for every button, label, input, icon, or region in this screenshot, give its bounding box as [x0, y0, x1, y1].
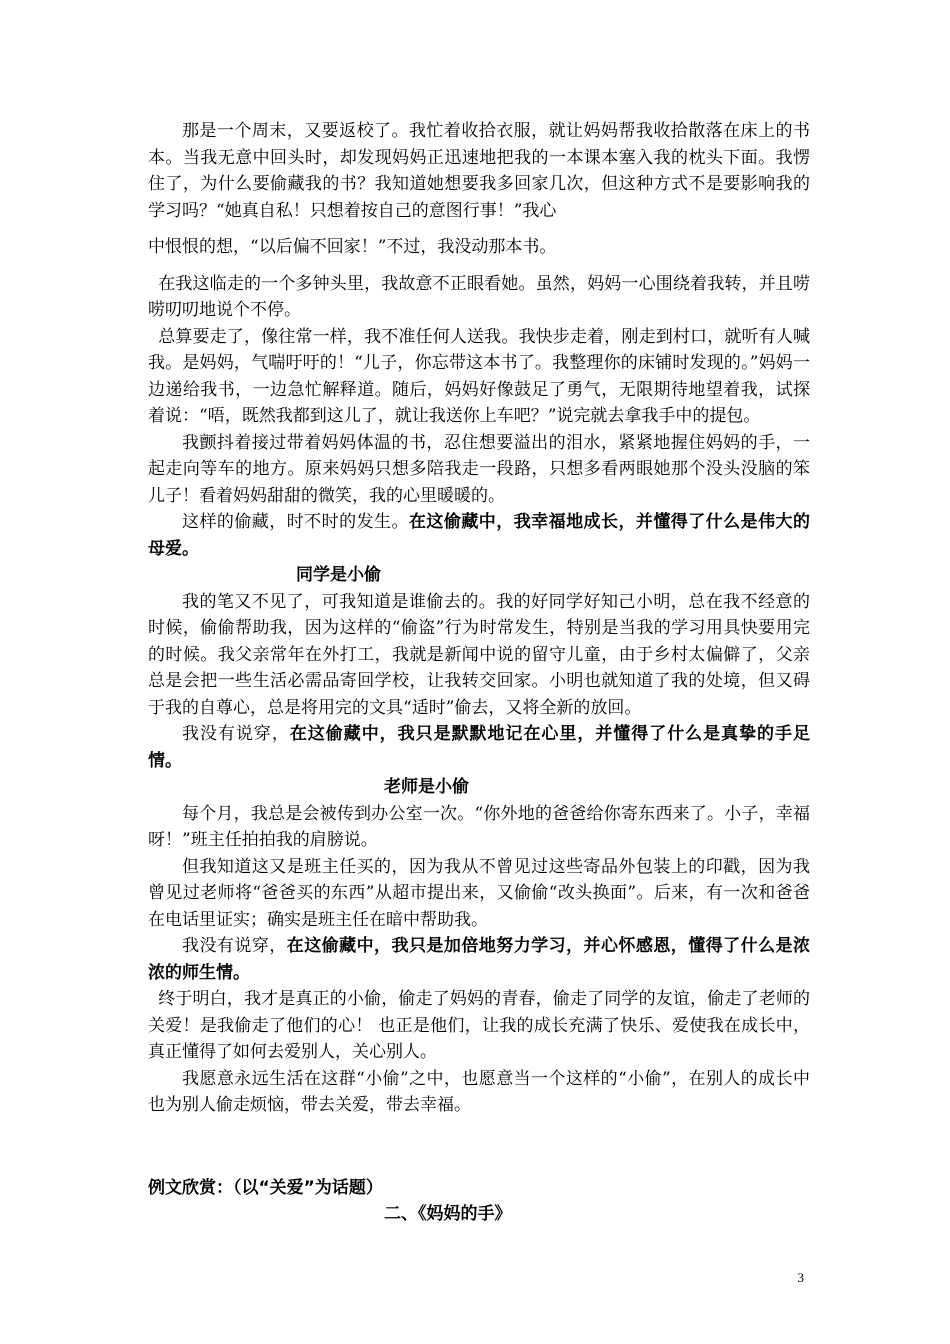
paragraph-willing: 我愿意永远生活在这群“小偷”之中，也愿意当一个这样的“小偷”，在别人的成长中也为别人偷走烦恼，带去关爱，带去幸福。 [148, 1068, 810, 1115]
example-label: 例文欣赏：（以“关爱”为话题） [148, 1177, 383, 1198]
paragraph-return-to-school-continued: 中恨恨的想，“以后偏不回家！”不过，我没动那本书。 [148, 237, 557, 257]
paragraph-leaving: 总算要走了，像往常一样，我不准任何人送我。我快步走着，刚走到村口，就听有人喊我。是妈妈，气喘吁吁的！“儿子，你忘带这本书了。我整理你的床铺时发现的。”妈妈一边递给我书，一边急忙解释道。随后，妈妈好像鼓足了勇气，无限期待地望着我，试探着说：“唔，既然我都到这儿了，就让我送你上车吧？”说完就去拿我手中的提包。 [148, 326, 810, 426]
paragraph-bold-conclusion: 在这偷藏中，我幸福地成长，并懂得了什么是伟大的母爱。 [148, 512, 811, 559]
page-number: 3 [797, 1270, 804, 1285]
paragraph-office: 每个月，我总是会被传到办公室一次。“你外地的爸爸给你寄东西来了。小子，幸福呀！”班主任拍拍我的肩膀说。 [148, 803, 810, 850]
paragraph-return-to-school: 那是一个周末，又要返校了。我忙着收拾衣服，就让妈妈帮我收拾散落在床上的书本。当我无意中回头时，却发现妈妈正迅速地把我的一本课本塞入我的枕头下面。我愣住了，为什么要偷藏我的书？我知道她想要我多回家几次，但这种方式不是要影响我的学习吗？“她真自私！只想着按自己的意图行事！”我心 [148, 121, 810, 221]
section-heading-classmate: 同学是小偷 [296, 565, 381, 585]
paragraph-mother-love [148, 509, 810, 562]
paragraph-bold-conclusion: 在这偷藏中，我只是默默地记在心里，并懂得了什么是真挚的手足情。 [148, 724, 811, 771]
paragraph-holding-hands: 我颤抖着接过带着妈妈体温的书，忍住想要溢出的泪水，紧紧地握住妈妈的手，一起走向等车的地方。原来妈妈只想多陪我走一段路，只想多看两眼她那个没头没脑的笨儿子！看着妈妈甜甜的微笑，我的心里暖暖的。 [148, 432, 810, 506]
section-heading-teacher: 老师是小偷 [384, 777, 469, 797]
example-title: 二、《妈妈的手》 [384, 1204, 512, 1224]
paragraph-text: 我没有说穿， [182, 936, 287, 956]
paragraph-bold-conclusion: 在这偷藏中，我只是加倍地努力学习，并心怀感恩，懂得了什么是浓浓的师生情。 [148, 936, 811, 983]
paragraph-text: 这样的偷藏，时不时的发生。 [182, 512, 409, 532]
document-body [148, 118, 810, 1228]
paragraph-classmate: 我的笔又不见了，可我知道是谁偷去的。我的好同学好知己小明，总在我不经意的时候，偷偷帮助我，因为这样的“偷盗”行为时常发生，特别是当我的学习用具快要用完的时候。我父亲常年在外打工，我就是新闻中说的留守儿童，由于乡村太偏僻了，父亲总是会把一些生活必需品寄回学校，让我转交回家。小明也就知道了我的处境，但又碍于我的自尊心，总是将用完的文具“适时”偷去，又将全新的放回。 [148, 591, 810, 718]
paragraph-teacher-student [148, 933, 810, 986]
paragraph-real-thief: 终于明白，我才是真正的小偷，偷走了妈妈的青春，偷走了同学的友谊，偷走了老师的关爱！是我偷走了他们的心！ 也正是他们，让我的成长充满了快乐、爱使我在成长中，真正懂得了如何去爱别人，关心别人。 [148, 989, 810, 1062]
paragraph-brotherhood [148, 721, 810, 774]
paragraph-not-looking: 在我这临走的一个多钟头里，我故意不正眼看她。虽然，妈妈一心围绕着我转，并且唠唠叨叨地说个不停。 [148, 273, 810, 320]
paragraph-teacher-bought: 但我知道这又是班主任买的，因为我从不曾见过这些寄品外包装上的印戳，因为我曾见过老师将“爸爸买的东西”从超市提出来，又偷偷“改头换面”。后来，有一次和爸爸在电话里证实；确实是班主任在暗中帮助我。 [148, 856, 810, 930]
paragraph-text: 我没有说穿， [182, 724, 290, 744]
